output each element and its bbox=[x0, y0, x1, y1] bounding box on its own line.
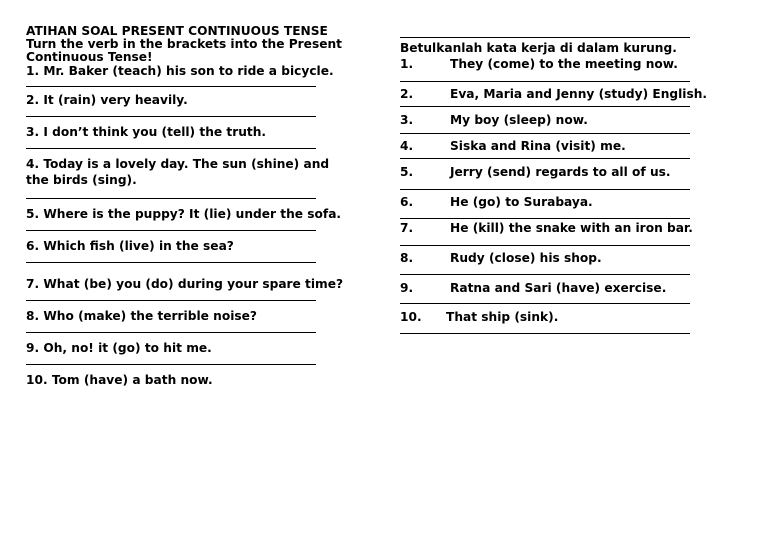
right-question-6 bbox=[400, 195, 710, 209]
question-number: 7. bbox=[400, 221, 414, 235]
right-question-7 bbox=[400, 221, 710, 235]
answer-line bbox=[26, 262, 316, 263]
question-text: That ship (sink). bbox=[446, 310, 559, 324]
right-column bbox=[400, 24, 710, 334]
answer-line bbox=[26, 364, 316, 365]
answer-line bbox=[400, 303, 690, 304]
question-number: 3. bbox=[400, 113, 414, 127]
answer-line bbox=[26, 198, 316, 199]
right-instruction: Betulkanlah kata kerja di dalam kurung. bbox=[400, 41, 677, 55]
answer-line bbox=[26, 148, 316, 149]
right-question-2 bbox=[400, 87, 710, 101]
left-column bbox=[26, 24, 356, 387]
question-text: Jerry (send) regards to all of us. bbox=[450, 165, 671, 179]
answer-line bbox=[26, 230, 316, 231]
answer-line bbox=[400, 133, 690, 134]
question-number: 8. bbox=[400, 251, 414, 265]
answer-line bbox=[400, 274, 690, 275]
left-question-2: 2. It (rain) very heavily. bbox=[26, 93, 188, 107]
left-question-3: 3. I don’t think you (tell) the truth. bbox=[26, 125, 267, 139]
question-number: 2. bbox=[400, 87, 414, 101]
answer-line bbox=[26, 300, 316, 301]
answer-line bbox=[400, 218, 690, 219]
right-question-8 bbox=[400, 251, 710, 265]
left-question-1: 1. Mr. Baker (teach) his son to ride a bicycle. bbox=[26, 64, 334, 78]
left-question-5: 5. Where is the puppy? It (lie) under the sofa. bbox=[26, 207, 342, 221]
question-text: He (go) to Surabaya. bbox=[450, 195, 593, 209]
answer-line bbox=[400, 81, 690, 82]
right-question-5 bbox=[400, 165, 710, 179]
answer-line bbox=[400, 333, 690, 334]
left-question-7: 7. What (be) you (do) during your spare time? bbox=[26, 277, 344, 291]
question-text: Rudy (close) his shop. bbox=[450, 251, 602, 265]
left-question-10: 10. Tom (have) a bath now. bbox=[26, 373, 213, 387]
question-number: 10. bbox=[400, 310, 422, 324]
answer-line bbox=[400, 189, 690, 190]
question-text: They (come) to the meeting now. bbox=[450, 57, 678, 71]
question-number: 6. bbox=[400, 195, 414, 209]
question-text: Eva, Maria and Jenny (study) English. bbox=[450, 87, 708, 101]
question-text: He (kill) the snake with an iron bar. bbox=[450, 221, 693, 235]
answer-line bbox=[26, 332, 316, 333]
left-instruction: Turn the verb in the brackets into the Present Continuous Tense! bbox=[26, 37, 342, 64]
question-text: Siska and Rina (visit) me. bbox=[450, 139, 626, 153]
answer-line bbox=[26, 86, 316, 87]
left-question-8: 8. Who (make) the terrible noise? bbox=[26, 309, 257, 323]
question-number: 1. bbox=[400, 57, 414, 71]
worksheet-title: ATIHAN SOAL PRESENT CONTINUOUS TENSE bbox=[26, 24, 328, 38]
answer-line bbox=[400, 37, 690, 38]
left-question-6: 6. Which fish (live) in the sea? bbox=[26, 239, 234, 253]
question-number: 9. bbox=[400, 281, 414, 295]
left-question-9: 9. Oh, no! it (go) to hit me. bbox=[26, 341, 212, 355]
answer-line bbox=[400, 158, 690, 159]
answer-line bbox=[26, 116, 316, 117]
question-text: My boy (sleep) now. bbox=[450, 113, 588, 127]
question-number: 4. bbox=[400, 139, 414, 153]
question-text: Ratna and Sari (have) exercise. bbox=[450, 281, 667, 295]
right-question-1 bbox=[400, 57, 710, 71]
question-number: 5. bbox=[400, 165, 414, 179]
right-question-3 bbox=[400, 113, 710, 127]
right-question-10 bbox=[400, 310, 710, 324]
right-question-4 bbox=[400, 139, 710, 153]
answer-line bbox=[400, 106, 690, 107]
right-question-9 bbox=[400, 281, 710, 295]
answer-line bbox=[400, 245, 690, 246]
left-question-4: 4. Today is a lovely day. The sun (shine) and the birds (sing). bbox=[26, 157, 330, 187]
